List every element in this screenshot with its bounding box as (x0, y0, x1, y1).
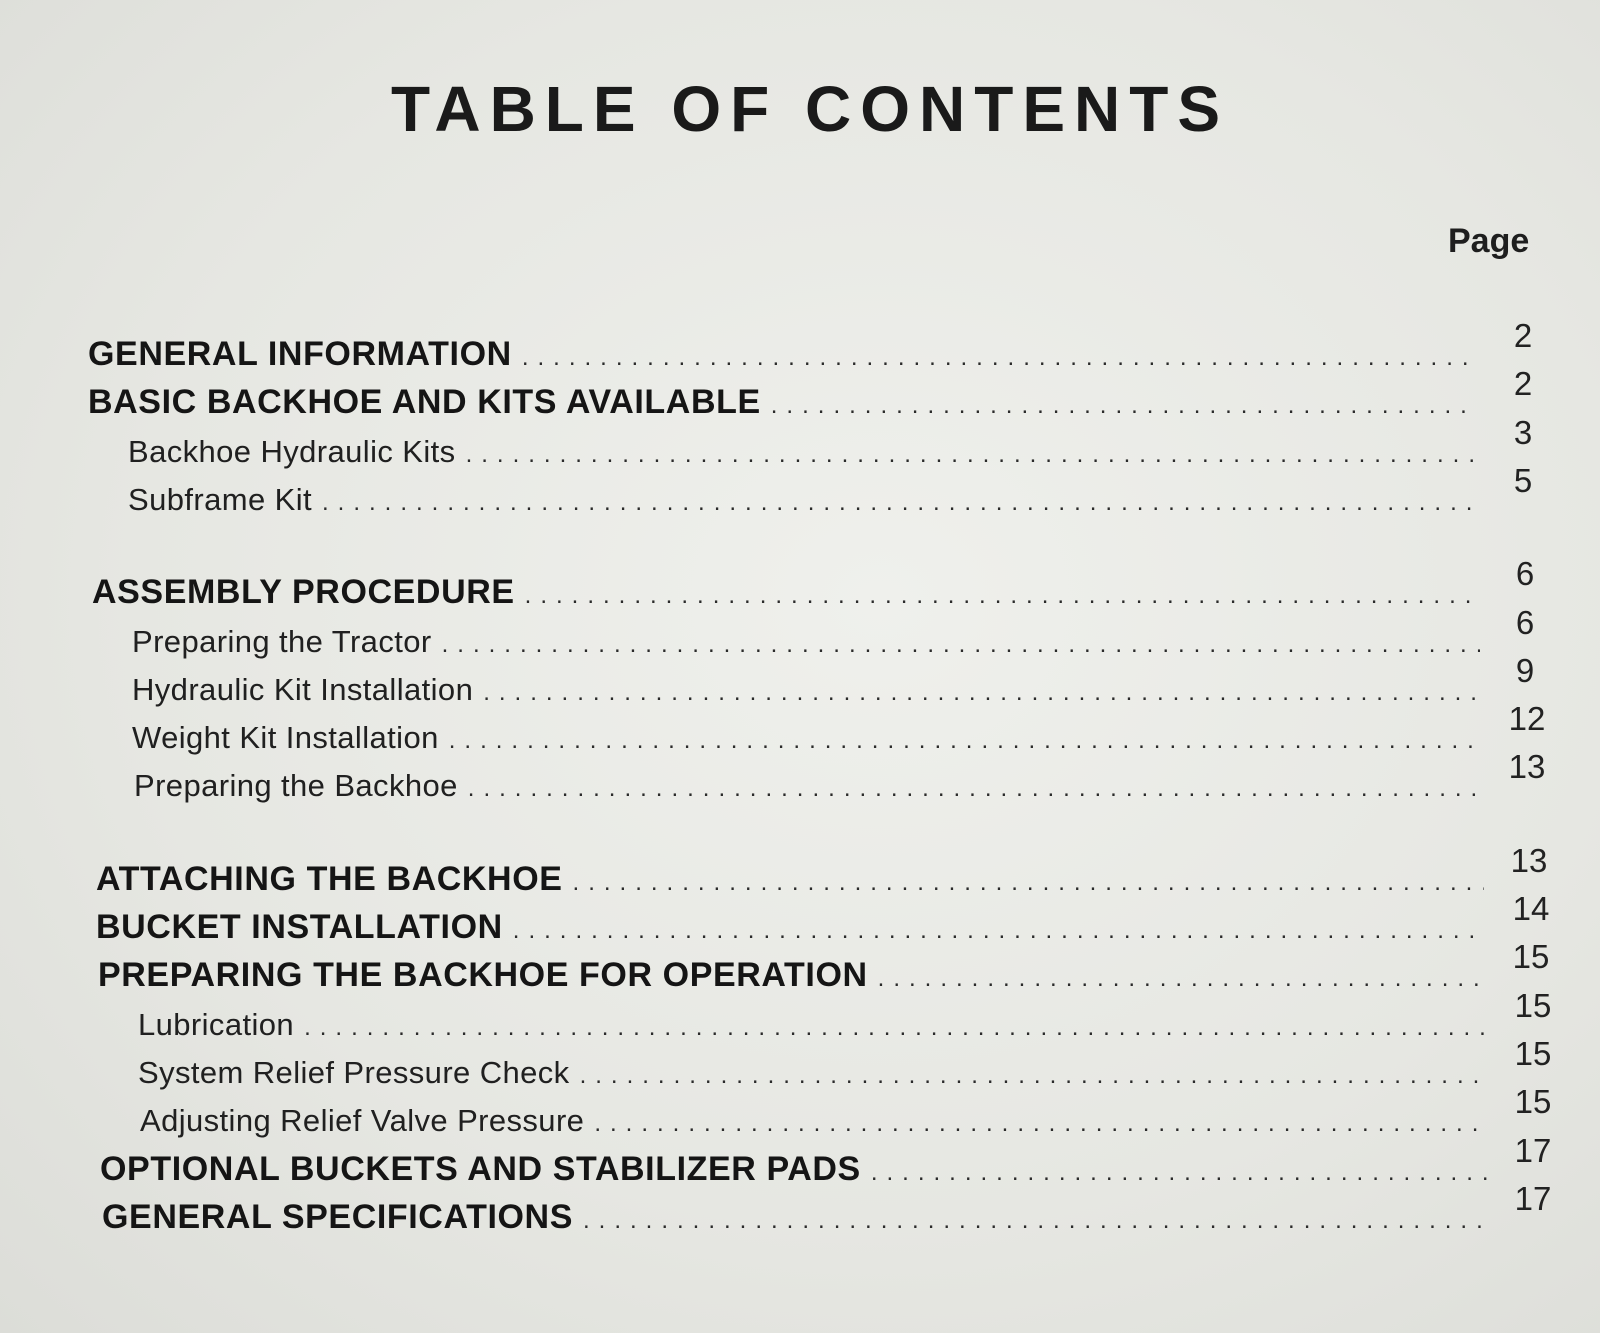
toc-page-number: 13 (1508, 748, 1546, 785)
toc-entry-weight-kit-installation[interactable] (132, 700, 1562, 762)
toc-entry-label: Backhoe Hydraulic Kits (128, 434, 456, 469)
toc-entry-label: OPTIONAL BUCKETS AND STABILIZER PADS (100, 1150, 861, 1188)
toc-entry-attaching-the-backhoe[interactable] (96, 842, 1564, 904)
toc-entry-preparing-the-backhoe[interactable] (134, 748, 1562, 810)
toc-entry-bucket-installation[interactable] (96, 890, 1566, 952)
dot-leader (449, 727, 1482, 755)
dot-leader (871, 1159, 1488, 1187)
dot-leader (483, 679, 1480, 707)
dot-leader (580, 1062, 1488, 1090)
toc-entry-label: Subframe Kit (128, 482, 312, 517)
toc-entry-label: Preparing the Tractor (132, 624, 432, 659)
toc-entry-optional-buckets-stabilizer-pads[interactable] (100, 1132, 1568, 1194)
toc-page-number: 5 (1513, 462, 1533, 499)
toc-entry-label: ATTACHING THE BACKHOE (96, 860, 563, 898)
toc-page-number: 13 (1510, 842, 1548, 879)
toc-page-number: 9 (1515, 652, 1535, 689)
toc-entry-label: PREPARING THE BACKHOE FOR OPERATION (98, 956, 868, 994)
toc-entry-label: BASIC BACKHOE AND KITS AVAILABLE (88, 383, 761, 421)
toc-entry-label: System Relief Pressure Check (138, 1055, 570, 1090)
dot-leader (771, 392, 1478, 420)
toc-page-number: 6 (1515, 555, 1535, 592)
toc-entry-label: Adjusting Relief Valve Pressure (140, 1103, 585, 1138)
page-column-header: Page (1448, 222, 1530, 260)
dot-leader (878, 965, 1486, 993)
toc-entry-basic-backhoe-kits[interactable] (88, 365, 1558, 427)
toc-entry-preparing-the-tractor[interactable] (132, 604, 1560, 666)
toc-page-number: 2 (1513, 365, 1533, 402)
dot-leader (525, 582, 1480, 610)
page-title: TABLE OF CONTENTS (391, 73, 1229, 145)
dot-leader (594, 1110, 1488, 1138)
dot-leader (522, 344, 1478, 372)
dot-leader (513, 917, 1486, 945)
dot-leader (304, 1014, 1488, 1042)
dot-leader (573, 869, 1484, 897)
toc-entry-backhoe-hydraulic-kits[interactable] (128, 414, 1558, 476)
dot-leader (468, 775, 1482, 803)
toc-entry-label: BUCKET INSTALLATION (96, 908, 503, 946)
toc-page-number: 15 (1514, 1035, 1552, 1072)
toc-page-number: 2 (1513, 317, 1533, 354)
toc-entry-label: ASSEMBLY PROCEDURE (92, 573, 515, 611)
toc-entry-general-information[interactable] (88, 317, 1558, 379)
toc-page-number: 17 (1514, 1180, 1552, 1217)
toc-entry-label: Weight Kit Installation (132, 720, 439, 755)
toc-entry-label: GENERAL INFORMATION (88, 335, 512, 373)
dot-leader (466, 441, 1478, 469)
toc-entry-label: Lubrication (138, 1007, 295, 1042)
toc-page-number: 6 (1515, 604, 1535, 641)
toc-page-number: 15 (1512, 938, 1550, 975)
dot-leader (442, 631, 1480, 659)
dot-leader (322, 489, 1478, 517)
toc-entry-subframe-kit[interactable] (128, 462, 1558, 524)
toc-entry-assembly-procedure[interactable] (92, 555, 1560, 617)
toc-entry-label: Hydraulic Kit Installation (132, 672, 474, 707)
dot-leader (583, 1207, 1488, 1235)
toc-entry-preparing-backhoe-for-operation[interactable] (98, 938, 1566, 1000)
toc-entry-general-specifications[interactable] (102, 1180, 1568, 1242)
toc-entry-lubrication[interactable] (138, 987, 1568, 1049)
toc-page-number: 15 (1514, 987, 1552, 1024)
toc-entry-label: GENERAL SPECIFICATIONS (102, 1198, 573, 1236)
toc-page-number: 3 (1513, 414, 1533, 451)
toc-entry-adjusting-relief-valve-pressure[interactable] (140, 1083, 1568, 1145)
toc-page-number: 15 (1514, 1083, 1552, 1120)
toc-entry-label: Preparing the Backhoe (134, 768, 458, 803)
toc-page-number: 17 (1514, 1132, 1552, 1169)
toc-page-number: 12 (1508, 700, 1546, 737)
toc-entry-system-relief-pressure-check[interactable] (138, 1035, 1568, 1097)
toc-page-number: 14 (1512, 890, 1550, 927)
toc-entry-hydraulic-kit-installation[interactable] (132, 652, 1560, 714)
